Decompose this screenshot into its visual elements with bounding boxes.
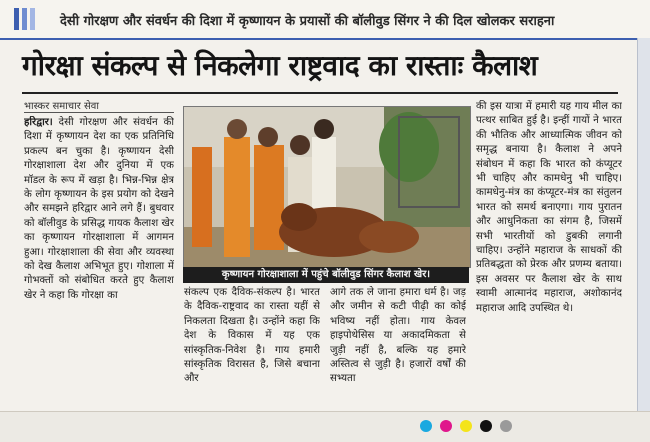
yellow-dot [460,420,472,432]
article-photo [183,106,471,268]
section-marker-icon [14,8,35,30]
magenta-dot [440,420,452,432]
cyan-dot [420,420,432,432]
article-column-4: की इस यात्रा में हमारी यह गाय मील का पत्थर साबित हुई है। इन्हीं गायों ने भारत की भौतिक और आध्यात्मिक जीवन को समृद्ध बनाया है। कैलाश ने अपने संबोधन में कहा कि भारत को कंप्यूटर भी चाहिए और कामधेनु भी चाहिए। कामधेनु-मंत्र का कंप्यूटर-मंत्र का संतुलन भारत को समर्थ बनाएगा। गाय पुरातन और आधुनिकता का संगम है, जिसमें सभी भारतीयों को डुबकी लगानी चाहिए। उन्होंने महाराज के साधकों की प्रतिबद्धता को प्रेरक और प्रणम्य बताया। इस अवसर पर कैलाश खेर के साथ स्वामी आत्मानंद महाराज, अशोकानंद महाराज आदि उपस्थित थे। [476,101,622,314]
dateline: हरिद्वार। [24,117,53,128]
page-bottom [0,411,650,442]
headline: गोरक्षा संकल्प से निकलेगा राष्ट्रवाद का रास्ताः कैलाश [22,49,538,82]
gray-dot [500,420,512,432]
byline-rule [24,112,174,113]
kicker-bar [0,0,650,40]
column-1-text: देसी गोरक्षण और संवर्धन की दिशा में कृष्णायन देश का एक प्रतिनिधि प्रकल्प बन चुका है। कृष्णायन देसी गोरक्षाशाला देश और दुनिया में एक मॉडल के रूप में खड़ा है। भिन्न-भिन्न क्षेत्र के लोग कृष्णायन के इस प्रयोग को देखने और समझने हरिद्वार आने लगे हैं। बुधवार को बॉलीवुड के प्रसिद्ध गायक कैलाश खेर का कृष्णायन गोरक्षाशाला में आगमन हुआ। गोरक्षाशाला की सेवा और व्यवस्था को देख कैलाश अभिभूत हुए। गोशाला में गोभक्तों को संबोधित करते हुए कैलाश खेर ने कहा कि गोरक्षा का [24,117,174,301]
headline-rule [22,92,618,94]
page-edge [637,38,650,418]
byline: भास्कर समाचार सेवा [24,101,99,112]
article-column-3: आगे तक ले जाना हमारा धर्म है। जड़ और जमीन से कटी पीढ़ी का कोई भविष्य नहीं होता। गाय केवल हाइपोथेसिस या अकादमिकता से जुड़ी नहीं है, बल्कि यह हमारे अस्तित्व से जुड़ी है। हजारों वर्षों की सभ्यता [330,287,466,385]
photo-caption: कृष्णायन गोरक्षाशाला में पहुंचे बॉलीवुड सिंगर कैलाश खेर। [183,267,469,283]
black-dot [480,420,492,432]
registration-marks [420,420,512,432]
article-column-2: संकल्प एक दैविक-संकल्प है। भारत के दैविक-राष्ट्रवाद का रास्ता यहीं से निकलता दिखता है। उन्होंने कहा कि देश के विकास में यह एक सांस्कृतिक-निवेश है। गाय हमारी सांस्कृतिक विरासत है, जिसे बचाना और [184,287,320,385]
photo-illustration [184,107,470,267]
kicker-text: देसी गोरक्षण और संवर्धन की दिशा में कृष्णायन के प्रयासों की बॉलीवुड सिंगर ने की दिल खोलकर सराहना [60,14,555,29]
article-column-1 [24,116,174,406]
